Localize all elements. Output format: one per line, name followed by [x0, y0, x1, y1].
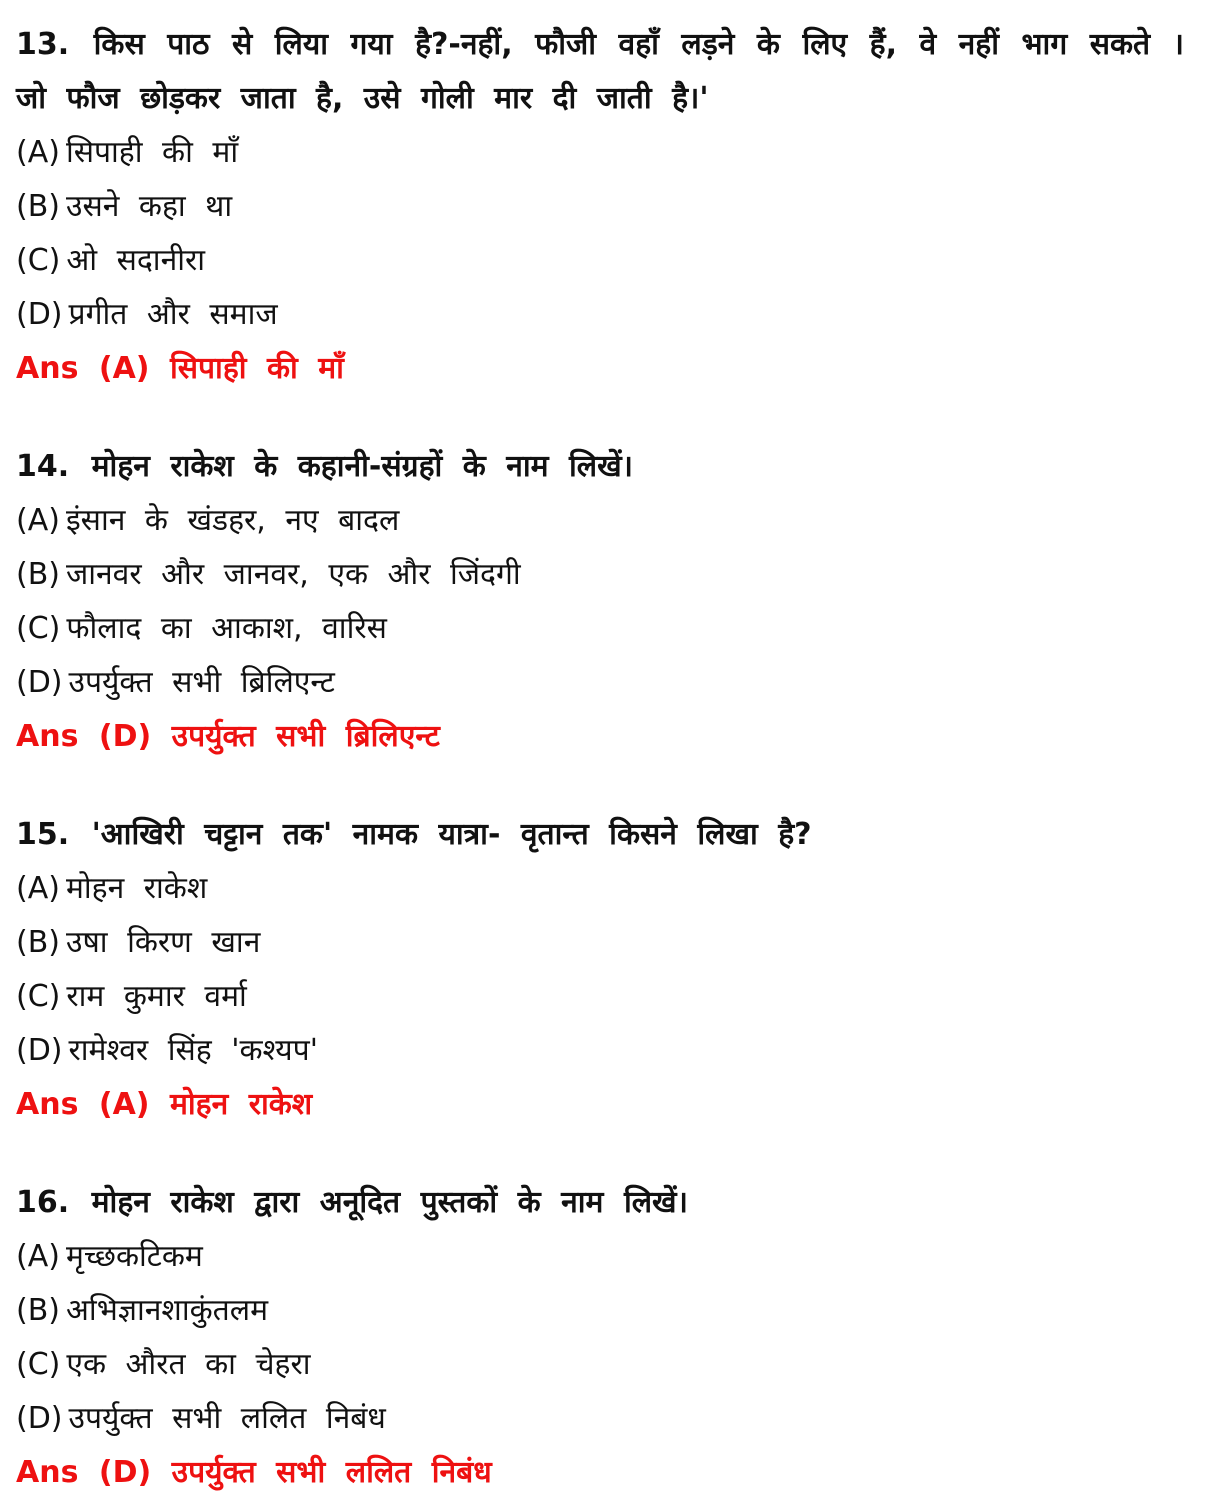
option-a [16, 126, 1184, 180]
question-number: 16. [16, 1185, 70, 1220]
option-key: (D) [16, 1401, 63, 1436]
option-text: ओ सदानीरा [66, 243, 206, 278]
question-block [16, 808, 1184, 1132]
question-text [16, 808, 1184, 862]
option-text: रामेश्वर सिंह 'कश्यप' [68, 1033, 318, 1068]
answer-line: Ans (D) उपर्युक्त सभी ब्रिलिएन्ट [16, 719, 440, 754]
option-text: फौलाद का आकाश, वारिस [66, 611, 387, 646]
option-text: इंसान के खंडहर, नए बादल [65, 503, 400, 538]
question-text [16, 1176, 1184, 1230]
option-key: (D) [16, 665, 63, 700]
option-b [16, 180, 1184, 234]
option-b [16, 1284, 1184, 1338]
question-number: 13. [16, 27, 70, 62]
option-key: (C) [16, 243, 61, 278]
option-key: (B) [16, 557, 60, 592]
option-c [16, 234, 1184, 288]
option-text: उपर्युक्त सभी ब्रिलिएन्ट [68, 665, 335, 700]
option-key: (A) [16, 135, 60, 170]
option-key: (C) [16, 979, 61, 1014]
question-text [16, 18, 1184, 126]
question-block [16, 1176, 1184, 1500]
option-d [16, 1392, 1184, 1446]
option-key: (B) [16, 925, 60, 960]
option-text: एक औरत का चेहरा [66, 1347, 311, 1382]
answer-line: Ans (A) सिपाही की माँ [16, 351, 344, 386]
option-d [16, 288, 1184, 342]
option-a [16, 862, 1184, 916]
answer-line: Ans (D) उपर्युक्त सभी ललित निबंध [16, 1455, 492, 1490]
question-body: मोहन राकेश द्वारा अनूदित पुस्तकों के नाम लिखें। [91, 1185, 688, 1220]
option-text: अभिज्ञानशाकुंतलम [66, 1293, 269, 1328]
option-c [16, 1338, 1184, 1392]
question-body: किस पाठ से लिया गया है?-नहीं, फौजी वहाँ लड़ने के लिए हैं, वे नहीं भाग सकते । जो फौज छोड़कर जाता है, उसे गोली मार दी जाती है।' [16, 27, 1184, 116]
option-key: (D) [16, 1033, 63, 1068]
option-d [16, 1024, 1184, 1078]
option-key: (C) [16, 611, 61, 646]
option-key: (A) [16, 871, 60, 906]
option-b [16, 916, 1184, 970]
question-block [16, 18, 1184, 396]
option-text: उपर्युक्त सभी ललित निबंध [68, 1401, 386, 1436]
option-key: (B) [16, 189, 60, 224]
option-key: (A) [16, 503, 60, 538]
option-d [16, 656, 1184, 710]
option-text: सिपाही की माँ [65, 135, 239, 170]
option-text: मोहन राकेश [65, 871, 208, 906]
option-text: प्रगीत और समाज [68, 297, 278, 332]
question-number: 14. [16, 449, 70, 484]
option-text: मृच्छकटिकम [65, 1239, 203, 1274]
option-text: जानवर और जानवर, एक और जिंदगी [66, 557, 521, 592]
question-body: मोहन राकेश के कहानी-संग्रहों के नाम लिखें। [91, 449, 634, 484]
question-body: 'आखिरी चट्टान तक' नामक यात्रा- वृतान्त किसने लिखा है? [91, 817, 812, 852]
option-b [16, 548, 1184, 602]
option-a [16, 1230, 1184, 1284]
question-text [16, 440, 1184, 494]
option-text: उषा किरण खान [66, 925, 261, 960]
option-text: उसने कहा था [66, 189, 233, 224]
option-a [16, 494, 1184, 548]
question-block [16, 440, 1184, 764]
option-c [16, 602, 1184, 656]
option-key: (A) [16, 1239, 60, 1274]
question-number: 15. [16, 817, 70, 852]
option-key: (B) [16, 1293, 60, 1328]
option-key: (C) [16, 1347, 61, 1382]
answer-line: Ans (A) मोहन राकेश [16, 1087, 313, 1122]
option-c [16, 970, 1184, 1024]
option-key: (D) [16, 297, 63, 332]
option-text: राम कुमार वर्मा [66, 979, 247, 1014]
